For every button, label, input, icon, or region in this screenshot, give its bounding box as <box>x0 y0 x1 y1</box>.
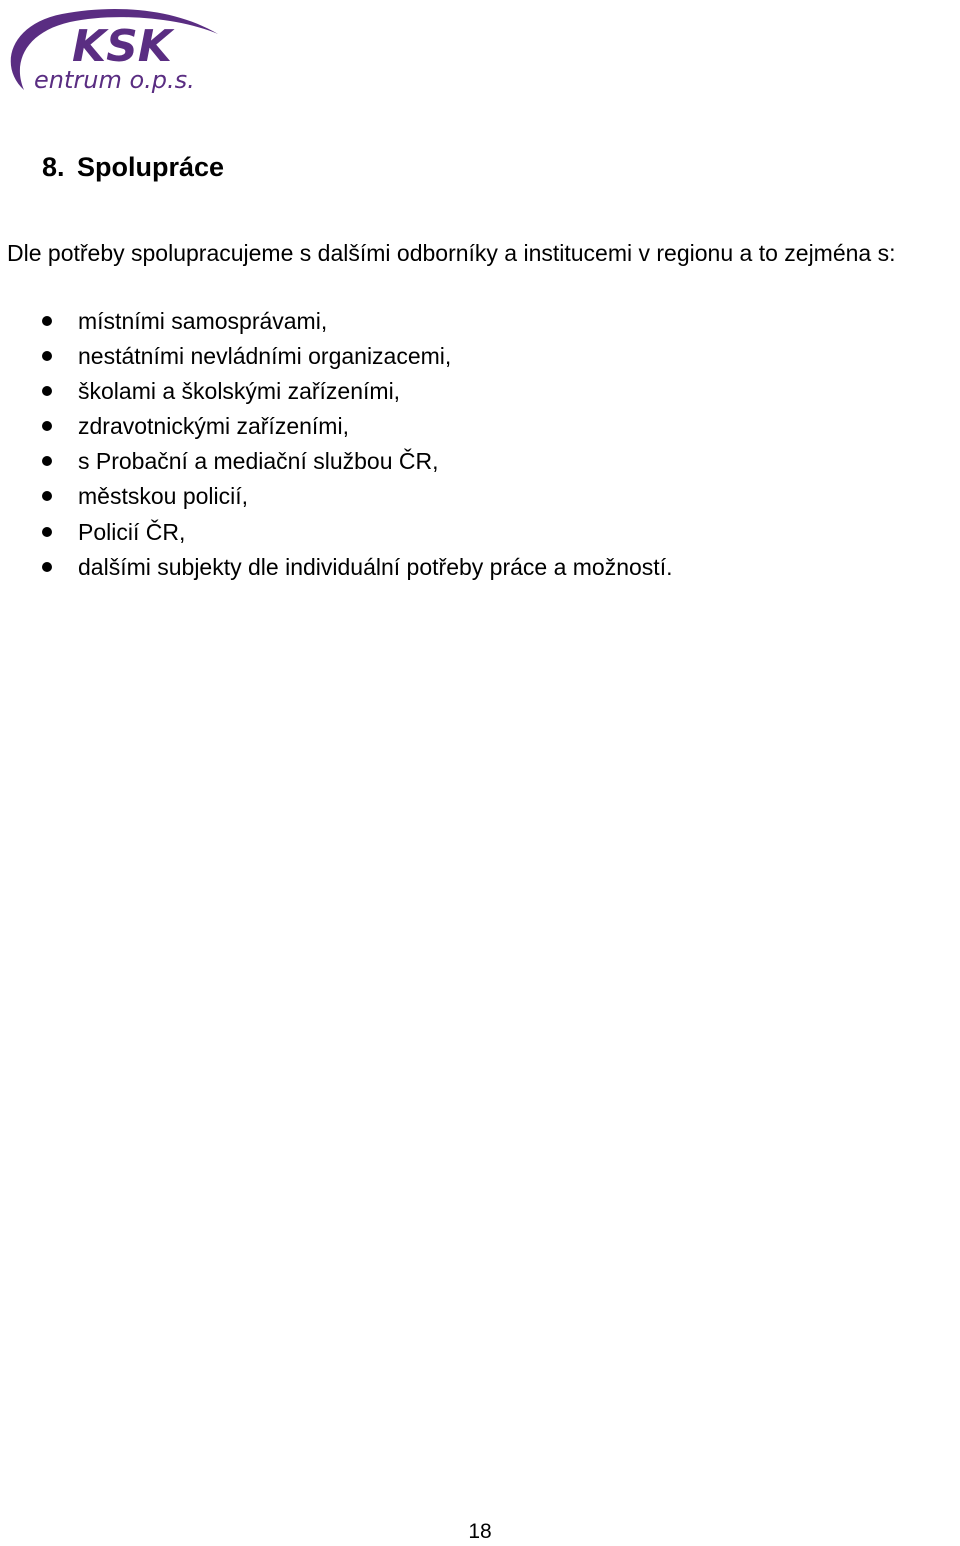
list-item <box>0 409 960 444</box>
bullet-icon <box>42 351 52 361</box>
list-item <box>0 479 960 514</box>
list-item <box>0 444 960 479</box>
logo-sub-text: entrum o.p.s. <box>34 66 195 94</box>
list-item <box>0 374 960 409</box>
list-item-text: zdravotnickými zařízeními, <box>78 413 349 440</box>
list-item-text: nestátními nevládními organizacemi, <box>78 343 452 370</box>
bullet-icon <box>42 316 52 326</box>
section-title: Spolupráce <box>77 152 225 182</box>
ksk-logo <box>4 4 220 96</box>
list-item-text: školami a školskými zařízeními, <box>78 378 401 405</box>
ksk-logo-graphic <box>4 4 220 96</box>
list-item-text: dalšími subjekty dle individuální potřeby práce a možností. <box>78 553 673 580</box>
list-item <box>0 339 960 374</box>
section-heading <box>42 150 224 184</box>
intro-paragraph: Dle potřeby spolupracujeme s dalšími odborníky a institucemi v regionu a to zejména s: <box>7 240 896 266</box>
list-item <box>0 304 960 339</box>
list-item-text: Policií ČR, <box>78 518 186 545</box>
bullet-icon <box>42 456 52 466</box>
list-item-text: městskou policií, <box>78 483 249 510</box>
bullet-icon <box>42 491 52 501</box>
bullet-icon <box>42 527 52 537</box>
list-item-text: místními samosprávami, <box>78 308 328 334</box>
list-item <box>0 550 960 585</box>
bullet-icon <box>42 562 52 572</box>
list-item <box>0 515 960 550</box>
bullet-icon <box>42 421 52 431</box>
section-number: 8. <box>42 152 65 182</box>
cooperation-list <box>0 304 960 585</box>
page-number: 18 <box>468 1520 492 1543</box>
bullet-icon <box>42 386 52 396</box>
list-item-text: s Probační a mediační službou ČR, <box>78 448 439 475</box>
logo-main-text: KSK <box>72 21 172 72</box>
